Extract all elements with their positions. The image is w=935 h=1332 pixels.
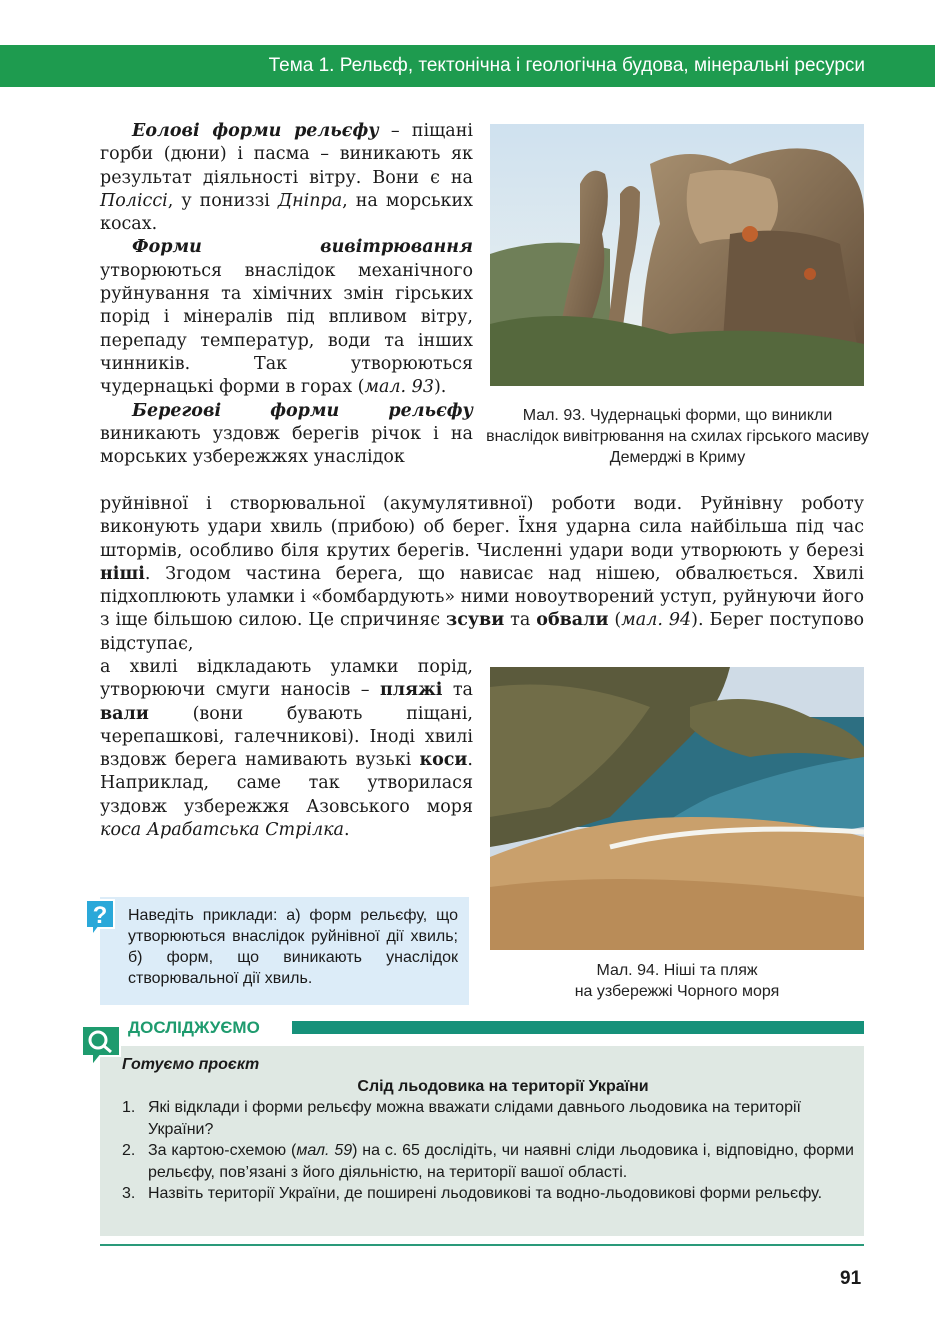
paragraph-weathering: Форми вивітрювання утворюються внаслідок механічного руйнування та хімічних змін гірських порід і мінералів під впливом вітру, перепаду температур, води та інших чинників. Так утворюються чудернацькі форми в горах (мал. 93). [100, 237, 473, 398]
research-title: Слід льодовика на території України [357, 1077, 649, 1095]
paragraph-coastal-start: Берегові форми рельєфу виникають уздовж берегів річок і на морських узбережжях унаслідок [100, 400, 473, 468]
chapter-title: Тема 1. Рельєф, тектонічна і геологічна будова, мінеральні ресурси [268, 55, 865, 76]
photo-demerdzhi-rocks [490, 124, 864, 386]
bottom-divider [100, 1244, 864, 1246]
text-full-width [100, 493, 864, 656]
rocks-illustration [490, 124, 864, 386]
caption-fig94-line1: Мал. 94. Ніші та пляж [596, 962, 758, 979]
research-subtitle: Готуємо проєкт [122, 1056, 260, 1073]
caption-fig94 [490, 960, 864, 1002]
task-item: 1. Які відклади і форми рельєфу можна вважати слідами давнього льодовика на території України? [122, 1099, 801, 1138]
research-content [122, 1054, 854, 1205]
question-mark-icon [80, 898, 118, 938]
question-text: Наведіть приклади: а) форм рельєфу, що утворюються внаслідок руйнівної дії хвиль; б) форм, що виникають унаслідок створювальної дії хвиль. [128, 907, 458, 987]
text-column-top [100, 120, 473, 469]
photo-black-sea-beach [490, 667, 864, 950]
header-bar [0, 45, 935, 87]
paragraph-eolian: Еолові форми рельєфу – піщані горби (дюни) і пасма – виникають як результат діяльності вітру. Вони є на Поліссі, у пониззі Дніпра, на морських косах. [100, 121, 474, 235]
svg-text:?: ? [92, 902, 108, 929]
research-box [100, 1046, 864, 1236]
caption-fig93: Мал. 93. Чудернацькі форми, що виникли внаслідок вивітрювання на схилах гірського масиву Демерджі в Криму [486, 407, 869, 466]
beach-illustration [490, 667, 864, 950]
page-number: 91 [840, 1268, 862, 1289]
caption-fig94-line2: на узбережжі Чорного моря [574, 983, 780, 1000]
research-label: ДОСЛІДЖУЄМО [128, 1018, 260, 1037]
research-magnifier-icon [78, 1022, 124, 1068]
paragraph-beaches: а хвилі відкладають уламки порід, утворюючи смуги наносів – пляжі та вали (вони бувають піщані, черепашкові, галечникові). Іноді хвилі вздовж берега намивають вузькі коси. Наприклад, саме так утворилася уздовж узбережжя Азовського моря коса Арабатська Стрілка. [100, 657, 473, 841]
task-item: 2. За картою-схемою (мал. 59) на с. 65 дослідіть, чи наявні сліди льодовика і, відповідно, форми рельєфу, пов’язані з його діяльністю, на території вашої області. [122, 1142, 854, 1181]
task-item: 3. Назвіть території України, де поширені льодовикові та водно-льодовикові форми рельєфу. [122, 1185, 823, 1202]
task-list [122, 1097, 854, 1205]
question-box [100, 897, 469, 1005]
text-column-bottom [100, 656, 473, 842]
research-divider [292, 1021, 864, 1034]
paragraph-coastal-cont: руйнівної і створювальної (акумулятивної) роботи води. Руйнівну роботу виконують удари хвиль (прибою) об берег. Їхня ударна сила найбільша під час штормів, особливо біля крутих берегів. Численні удари води утворюють у березі ніші. Згодом частина берега, що нависає над нішею, обвалюється. Хвилі підхоплюють уламки і «бомбардують» ними новоутворений уступ, руйнуючи його з іще більшою силою. Це спричиняє зсуви та обвали (мал. 94). Берег поступово відступає, [100, 494, 864, 654]
